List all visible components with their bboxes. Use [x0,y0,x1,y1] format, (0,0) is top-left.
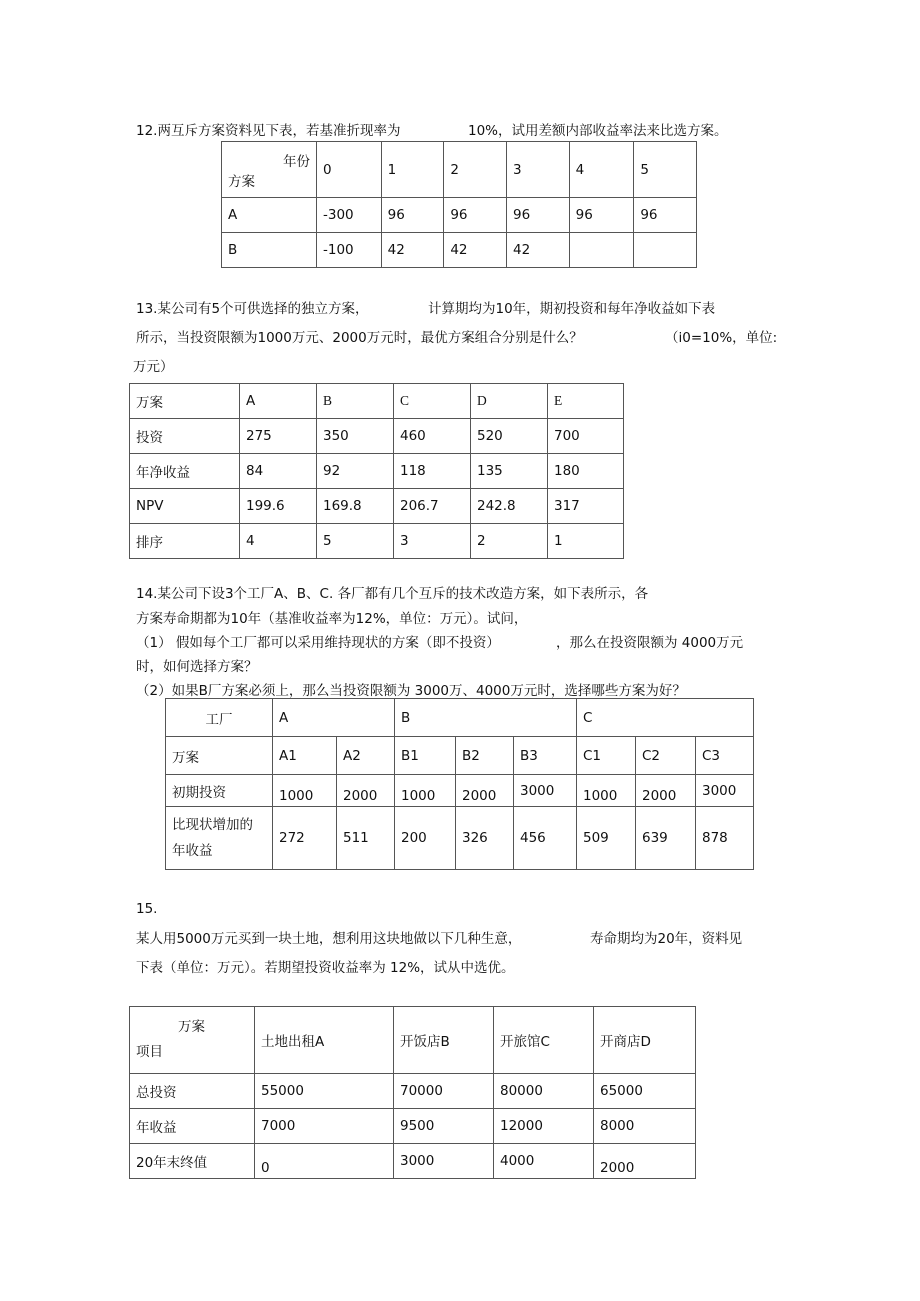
q12-cell: 96 [381,198,444,233]
q13-header-cell: E [548,384,624,419]
q15-line2: 下表（单位：万元）。若期望投资收益率为 12%，试从中选优。 [136,960,515,976]
q12-cell: 42 [381,233,444,268]
q13-cell: 199.6 [240,489,317,524]
q14-gain-cell: 878 [696,807,754,870]
q14-invest-label: 初期投资 [166,775,273,807]
table-row [222,198,697,233]
q15-cell: 0 [255,1144,394,1179]
q15-cell: 80000 [494,1074,594,1109]
q14-plan-cell: A2 [337,737,395,775]
q13-cell: 1 [548,524,624,559]
q14-plan-cell: B3 [514,737,577,775]
q15-cell: 65000 [594,1074,696,1109]
q12-cell [569,233,634,268]
q13-header-cell: C [394,384,471,419]
q14-gain-cell: 509 [577,807,636,870]
q14-factory-label: 工厂 [166,699,273,737]
q13-cell: 3 [394,524,471,559]
q13-header-cell: 万案 [130,384,240,419]
q14-gain-cell: 326 [456,807,514,870]
q15-cell: 4000 [494,1144,594,1179]
q14-invest-cell: 3000 [696,775,754,807]
q15-row-label: 总投资 [130,1074,255,1109]
q15-col-header: 开商店D [594,1007,696,1074]
q12-cell: 42 [506,233,569,268]
q14-invest-cell: 3000 [514,775,577,807]
q13-cell: 180 [548,454,624,489]
q15-row-label: 20年末终值 [130,1144,255,1179]
q12-cell: -300 [317,198,382,233]
q14-plan-label: 万案 [166,737,273,775]
table-row [130,1109,696,1144]
q14-plan-cell: C2 [636,737,696,775]
q13-line1-b: 计算期均为10年，期初投资和每年净收益如下表 [428,301,716,317]
q13-cell: 5 [317,524,394,559]
q12-year-header: 5 [634,142,697,198]
q13-cell: 118 [394,454,471,489]
q13-cell: 520 [471,419,548,454]
q14-gain-cell: 200 [395,807,456,870]
q12-corner-bottom: 方案 [228,173,255,190]
q13-line1-a: 13.某公司有5个可供选择的独立方案， [136,301,369,317]
q12-year-header: 4 [569,142,634,198]
q15-corner-bottom: 项目 [136,1044,163,1060]
q14-plan-cell: A1 [273,737,337,775]
q15-cell: 2000 [594,1144,696,1179]
q12-table [221,141,697,268]
q14-factory-c: C [577,699,754,737]
q14-line3-a: （1） 假如每个工厂都可以采用维持现状的方案（即不投资） [136,635,500,651]
q15-col-header: 土地出租A [255,1007,394,1074]
q14-line1: 14.某公司下设3个工厂A、B、C. 各厂都有几个互斥的技术改造方案，如下表所示，各 [136,586,649,602]
q13-cell: NPV [130,489,240,524]
q13-cell: 350 [317,419,394,454]
q13-cell: 135 [471,454,548,489]
q15-table [129,1006,696,1179]
q14-gain-cell: 639 [636,807,696,870]
table-row [166,699,754,737]
q12-year-header: 3 [506,142,569,198]
q14-invest-cell: 1000 [577,775,636,807]
q14-plan-cell: B1 [395,737,456,775]
table-row [130,384,624,419]
q12-row-label: A [222,198,317,233]
table-row [130,1144,696,1179]
q14-gain-cell: 511 [337,807,395,870]
q14-gain-cell: 272 [273,807,337,870]
q12-cell: 96 [569,198,634,233]
q14-gain-label-2: 年收益 [172,843,213,859]
q14-gain-label [166,807,273,870]
q13-cell: 年净收益 [130,454,240,489]
q15-cell: 70000 [394,1074,494,1109]
q12-cell: 96 [444,198,507,233]
q15-col-header: 开旅馆C [494,1007,594,1074]
q13-cell: 92 [317,454,394,489]
q14-invest-cell: 1000 [273,775,337,807]
table-row [222,233,697,268]
q12-cell: 96 [506,198,569,233]
q15-corner-cell [130,1007,255,1074]
table-row [130,489,624,524]
q13-table [129,383,624,559]
q12-cell: 42 [444,233,507,268]
q13-cell: 317 [548,489,624,524]
q14-plan-cell: C1 [577,737,636,775]
q15-line1-a: 某人用5000万元买到一块土地，想利用这块地做以下几种生意， [136,931,522,947]
table-row [130,1074,696,1109]
q15-cell: 8000 [594,1109,696,1144]
q12-cell [634,233,697,268]
q14-factory-a: A [273,699,395,737]
q14-invest-cell: 2000 [636,775,696,807]
q14-factory-b: B [395,699,577,737]
q12-corner-top: 年份 [283,153,310,170]
q14-line2: 方案寿命期都为10年（基准收益率为12%，单位：万元）。试问， [136,611,528,627]
table-row [130,419,624,454]
q15-col-header: 开饭店B [394,1007,494,1074]
q14-invest-cell: 1000 [395,775,456,807]
q12-year-header: 1 [381,142,444,198]
table-row [130,454,624,489]
q14-line4: 时，如何选择方案？ [136,659,258,675]
q15-line1-b: 寿命期均为20年，资料见 [590,931,743,947]
q13-cell: 460 [394,419,471,454]
q15-corner-top: 万案 [178,1019,205,1035]
q15-row-label: 年收益 [130,1109,255,1144]
q13-header-cell: A [240,384,317,419]
table-row [166,737,754,775]
table-row [166,775,754,807]
q15-cell: 7000 [255,1109,394,1144]
q15-cell: 3000 [394,1144,494,1179]
q15-cell: 12000 [494,1109,594,1144]
q12-text-a: 12.两互斥方案资料见下表，若基准折现率为 [136,123,401,139]
q13-cell: 169.8 [317,489,394,524]
q14-table [165,698,754,870]
q15-cell: 55000 [255,1074,394,1109]
table-row [130,524,624,559]
q14-gain-cell: 456 [514,807,577,870]
q14-invest-cell: 2000 [337,775,395,807]
q13-line2-b: （i0=10%，单位: [665,330,778,346]
table-row [166,807,754,870]
q13-cell: 投资 [130,419,240,454]
q12-year-header: 2 [444,142,507,198]
q14-line3-b: ，那么在投资限额为 4000万元 [556,635,744,651]
q14-plan-cell: B2 [456,737,514,775]
q12-year-header: 0 [317,142,382,198]
q13-cell: 2 [471,524,548,559]
q13-cell: 84 [240,454,317,489]
table-row [130,1007,696,1074]
q14-line5: （2）如果B厂方案必须上，那么当投资限额为 3000万、4000万元时，选择哪些方案为好？ [136,683,686,699]
q13-cell: 4 [240,524,317,559]
q12-cell: 96 [634,198,697,233]
q14-plan-cell: C3 [696,737,754,775]
q12-text-b: 10%，试用差额内部收益率法来比选方案。 [468,123,728,139]
q12-row-label: B [222,233,317,268]
q13-header-cell: D [471,384,548,419]
q12-corner-cell [222,142,317,198]
q15-num: 15. [136,901,158,917]
q13-header-cell: B [317,384,394,419]
q12-cell: -100 [317,233,382,268]
q15-cell: 9500 [394,1109,494,1144]
q13-cell: 700 [548,419,624,454]
q13-cell: 242.8 [471,489,548,524]
q13-cell: 排序 [130,524,240,559]
q13-cell: 275 [240,419,317,454]
q14-invest-cell: 2000 [456,775,514,807]
q14-gain-label-1: 比现状增加的 [172,817,253,833]
q13-cell: 206.7 [394,489,471,524]
q13-line2-a: 所示，当投资限额为1000万元、2000万元时，最优方案组合分别是什么？ [136,330,583,346]
q13-line3: 万元） [133,359,174,375]
